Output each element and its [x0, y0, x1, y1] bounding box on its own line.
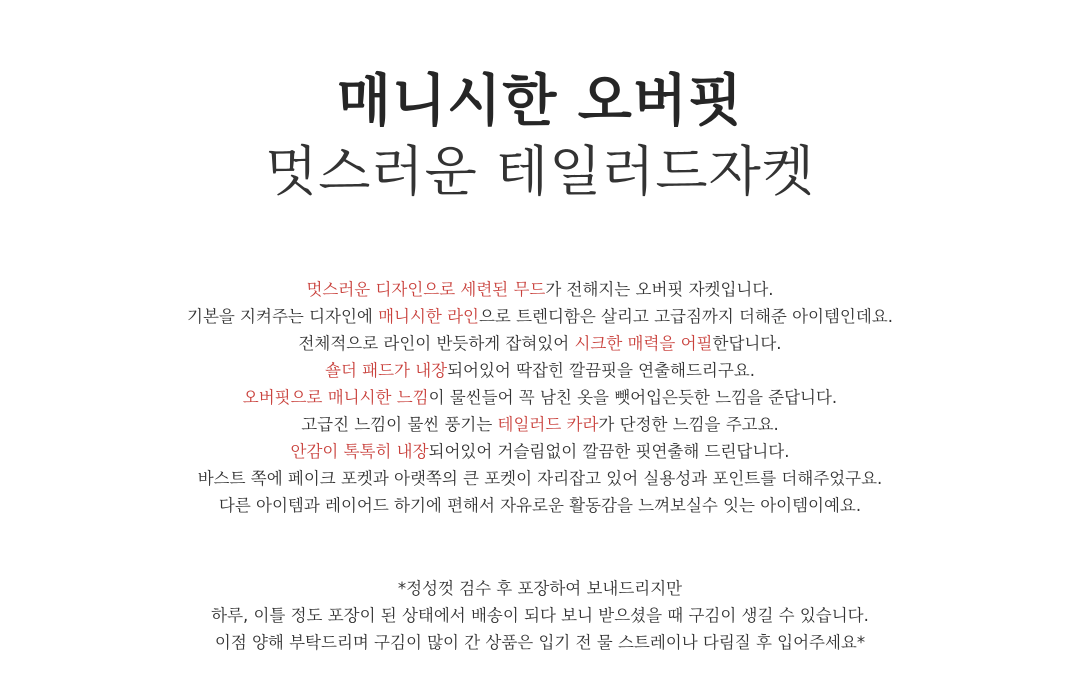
description-segment: 으로 트렌디함은 살리고 고급짐까지 더해준 아이템인데요.	[478, 307, 893, 326]
description-segment: 다른 아이템과 레이어드 하기에 편해서 자유로운 활동감을 느껴보실수 잇는 아이템이예요.	[218, 496, 862, 515]
notice-line: 이점 양해 부탁드리며 구김이 많이 간 상품은 입기 전 물 스트레이나 다림질 후 입어주세요*	[214, 633, 866, 652]
description-line	[0, 303, 1080, 330]
description-segment: 숄더 패드가 내장	[325, 361, 448, 380]
description-line	[0, 357, 1080, 384]
description-line	[0, 438, 1080, 465]
description-line	[0, 492, 1080, 519]
description-segment: 안감이 톡톡히 내장	[290, 442, 429, 461]
description-line	[0, 465, 1080, 492]
description-segment: 멋스러운 디자인으로 세련된 무드	[306, 280, 546, 299]
notice-line: *정성껏 검수 후 포장하여 보내드리지만	[397, 579, 683, 598]
description-line	[0, 411, 1080, 438]
description-segment: 되어있어 거슬림없이 깔끔한 핏연출해 드린답니다.	[428, 442, 790, 461]
product-description	[0, 276, 1080, 519]
care-notice	[0, 575, 1080, 656]
description-segment: 시크한 매력을 어필	[574, 334, 713, 353]
description-segment: 매니시한 라인	[378, 307, 479, 326]
description-segment: 바스트 쪽에 페이크 포켓과 아랫쪽의 큰 포켓이 자리잡고 있어 실용성과 포인트를 더해주었구요.	[197, 469, 883, 488]
description-segment: 이 물씬들어 꼭 남친 옷을 뺏어입은듯한 느낌을 준답니다.	[428, 388, 838, 407]
description-line	[0, 276, 1080, 303]
notice-line: 하루, 이틀 정도 포장이 된 상태에서 배송이 되다 보니 받으셨을 때 구김이 생길 수 있습니다.	[211, 606, 869, 625]
description-segment: 고급진 느낌이 물씬 풍기는	[301, 415, 498, 434]
description-line	[0, 330, 1080, 357]
description-segment: 오버핏으로 매니시한 느낌	[242, 388, 429, 407]
description-segment: 기본을 지켜주는 디자인에	[187, 307, 379, 326]
description-line	[0, 384, 1080, 411]
description-segment: 가 단정한 느낌을 주고요.	[598, 415, 779, 434]
headline-title: 매니시한 오버핏	[336, 69, 744, 134]
description-segment: 되어있어 딱잡힌 깔끔핏을 연출해드리구요.	[447, 361, 755, 380]
description-segment: 가 전해지는 오버핏 자켓입니다.	[545, 280, 774, 299]
description-segment: 전체적으로 라인이 반듯하게 잡혀있어	[298, 334, 575, 353]
headline-subtitle: 멋스러운 테일러드자켓	[265, 140, 815, 203]
description-segment: 테일러드 카라	[497, 415, 599, 434]
description-segment: 한답니다.	[712, 334, 782, 353]
